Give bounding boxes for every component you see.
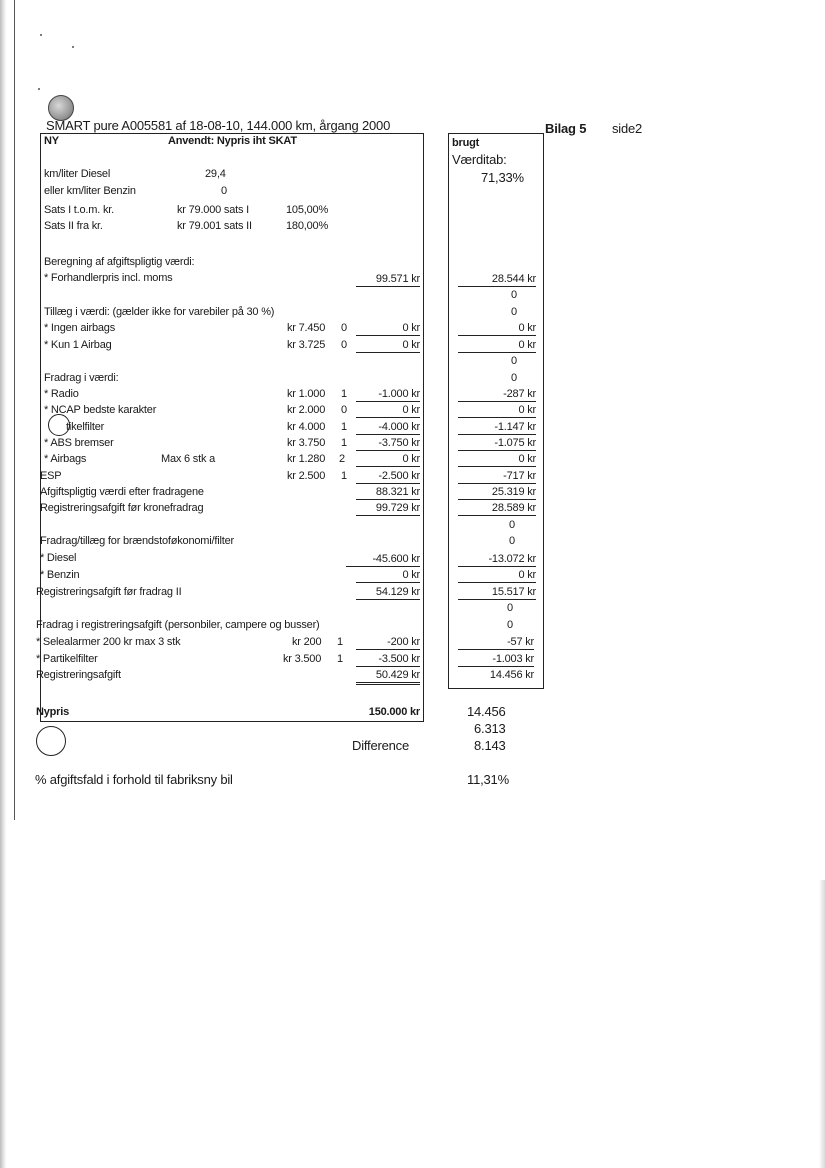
radio-qty: 1 xyxy=(341,388,347,400)
ncap-label: * NCAP bedste karakter xyxy=(44,404,157,416)
scan-edge-left xyxy=(0,0,7,1168)
selealarm-label: * Selealarmer 200 kr max 3 stk xyxy=(36,636,181,648)
brugt-abs: -1.075 kr xyxy=(458,437,536,451)
anvendt-label: Anvendt: Nypris iht SKAT xyxy=(168,135,297,147)
brugt-zero: 0 xyxy=(511,289,517,301)
brugt-zero: 0 xyxy=(511,372,517,384)
brugt-regafg-for-krone: 28.589 kr xyxy=(458,502,536,516)
partikelfilter2-value: -3.500 kr xyxy=(356,653,420,667)
sats2-pct: 180,00% xyxy=(286,220,329,232)
tillaeg-heading: Tillæg i værdi: (gælder ikke for varebiler på 30 %) xyxy=(44,306,275,318)
partikelfilter2-rate: kr 3.500 xyxy=(283,653,322,665)
radio-label: * Radio xyxy=(44,388,79,400)
brugt-forhandler: 28.544 kr xyxy=(458,273,536,287)
benzin-value: 0 kr xyxy=(356,569,420,583)
brugt-zero: 0 xyxy=(511,306,517,318)
brugt-airbags: 0 kr xyxy=(458,453,536,467)
fradrag-heading: Fradrag i værdi: xyxy=(44,372,119,384)
sats1-label: Sats I t.o.m. kr. xyxy=(44,204,114,216)
abs-qty: 1 xyxy=(341,437,347,449)
braendstof-heading: Fradrag/tillæg for brændstoføkonomi/filter xyxy=(40,535,234,547)
ncap-rate: kr 2.000 xyxy=(287,404,326,416)
summary-value-2: 6.313 xyxy=(474,721,506,736)
ingen-airbags-label: * Ingen airbags xyxy=(44,322,115,334)
bilag-label: Bilag 5 xyxy=(545,121,587,136)
abs-value: -3.750 kr xyxy=(356,437,420,451)
sats2-label: Sats II fra kr. xyxy=(44,220,103,232)
esp-rate: kr 2.500 xyxy=(287,470,326,482)
regafg-for-krone-value: 99.729 kr xyxy=(356,502,420,516)
sats1-pct: 105,00% xyxy=(286,204,329,216)
ingen-airbags-value: 0 kr xyxy=(356,322,420,336)
regafg-for-krone-label: Registreringsafgift før kronefradrag xyxy=(40,502,204,514)
partikelfilter2-label: * Partikelfilter xyxy=(36,653,98,665)
brugt-partikelfilter1: -1.147 kr xyxy=(458,421,536,435)
brugt-ingen-airbags: 0 kr xyxy=(458,322,536,336)
brugt-esp: -717 kr xyxy=(458,470,536,484)
km-benzin-label: eller km/liter Benzin xyxy=(44,185,136,197)
pct-value: 11,31% xyxy=(467,772,509,787)
summary-value-1: 14.456 xyxy=(467,704,506,719)
sats1-amount: kr 79.000 sats I xyxy=(177,204,250,216)
airbags-qty: 2 xyxy=(339,453,345,465)
esp-qty: 1 xyxy=(341,470,347,482)
selealarm-value: -200 kr xyxy=(356,636,420,650)
brugt-zero: 0 xyxy=(507,602,513,614)
airbags-label: * Airbags xyxy=(44,453,87,465)
airbags-max: Max 6 stk a xyxy=(161,453,216,465)
abs-label: * ABS bremser xyxy=(44,437,114,449)
side-label: side2 xyxy=(612,121,643,136)
difference-value: 8.143 xyxy=(474,738,506,753)
scan-speck xyxy=(72,46,74,48)
partikelfilter2-qty: 1 xyxy=(337,653,343,665)
brugt-diesel: -13.072 kr xyxy=(458,553,536,567)
brugt-zero: 0 xyxy=(509,535,515,547)
brugt-zero: 0 xyxy=(511,355,517,367)
fradrag-reg-heading: Fradrag i registreringsafgift (personbiler, campere og busser) xyxy=(36,619,320,631)
brugt-radio: -287 kr xyxy=(458,388,536,402)
brugt-zero: 0 xyxy=(509,519,515,531)
brugt-afgiftspligtig: 25.319 kr xyxy=(458,486,536,500)
diesel-label: * Diesel xyxy=(40,552,77,564)
brugt-benzin: 0 kr xyxy=(458,569,536,583)
kun1-airbag-rate: kr 3.725 xyxy=(287,339,326,351)
abs-rate: kr 3.750 xyxy=(287,437,326,449)
forhandler-value: 99.571 kr xyxy=(356,273,420,287)
vaerditab-pct: 71,33% xyxy=(481,170,524,185)
brugt-partikelfilter2: -1.003 kr xyxy=(458,653,534,667)
airbags-rate: kr 1.280 xyxy=(287,453,326,465)
radio-value: -1.000 kr xyxy=(356,388,420,402)
forhandler-label: * Forhandlerpris incl. moms xyxy=(44,272,173,284)
nypris-label: Nypris xyxy=(36,706,70,718)
regafg-value: 50.429 kr xyxy=(356,669,420,685)
brugt-regafg: 14.456 kr xyxy=(489,669,534,681)
selealarm-qty: 1 xyxy=(337,636,343,648)
radio-rate: kr 1.000 xyxy=(287,388,326,400)
scan-speck xyxy=(40,34,42,36)
esp-value: -2.500 kr xyxy=(356,470,420,484)
punch-hole-icon xyxy=(36,726,66,756)
diesel-value: -45.600 kr xyxy=(346,553,420,567)
vaerditab-label: Værditab: xyxy=(452,152,507,167)
col-ny: NY xyxy=(44,135,59,147)
brugt-selealarm: -57 kr xyxy=(458,636,534,650)
brugt-zero: 0 xyxy=(507,619,513,631)
brugt-heading: brugt xyxy=(452,137,480,149)
km-benzin-value: 0 xyxy=(221,185,227,197)
regafg-for-fradrag2-label: Registreringsafgift før fradrag II xyxy=(36,586,182,598)
brugt-regafg-for-fradrag2: 15.517 kr xyxy=(458,586,536,600)
partikelfilter1-rate: kr 4.000 xyxy=(287,421,326,433)
difference-label: Difference xyxy=(352,738,410,753)
partikelfilter1-value: -4.000 kr xyxy=(356,421,420,435)
regafg-label: Registreringsafgift xyxy=(36,669,121,681)
pct-label: % afgiftsfald i forhold til fabriksny bil xyxy=(35,772,233,787)
scan-speck xyxy=(38,88,40,90)
ingen-airbags-qty: 0 xyxy=(341,322,347,334)
regafg-for-fradrag2-value: 54.129 kr xyxy=(356,586,420,600)
scan-edge-right xyxy=(819,880,825,1168)
scan-line xyxy=(14,0,15,820)
beregning-heading: Beregning af afgiftspligtig værdi: xyxy=(44,256,195,268)
brugt-kun1-airbag: 0 kr xyxy=(458,339,536,353)
ncap-qty: 0 xyxy=(341,404,347,416)
afgiftspligtig-label: Afgiftspligtig værdi efter fradragene xyxy=(40,486,204,498)
kun1-airbag-value: 0 kr xyxy=(356,339,420,353)
benzin-label: * Benzin xyxy=(40,569,80,581)
afgiftspligtig-value: 88.321 kr xyxy=(356,486,420,500)
airbags-value: 0 kr xyxy=(356,453,420,467)
selealarm-rate: kr 200 xyxy=(292,636,322,648)
ingen-airbags-rate: kr 7.450 xyxy=(287,322,326,334)
sats2-amount: kr 79.001 sats II xyxy=(177,220,252,232)
partikelfilter1-label: tikelfilter xyxy=(66,421,105,433)
esp-label: ESP xyxy=(40,470,62,482)
ncap-value: 0 kr xyxy=(356,404,420,418)
km-diesel-label: km/liter Diesel xyxy=(44,168,111,180)
km-diesel-value: 29,4 xyxy=(205,168,226,180)
kun1-airbag-label: * Kun 1 Airbag xyxy=(44,339,112,351)
brugt-ncap: 0 kr xyxy=(458,404,536,418)
car-title: SMART pure A005581 af 18-08-10, 144.000 km, årgang 2000 xyxy=(46,118,391,133)
partikelfilter1-qty: 1 xyxy=(341,421,347,433)
kun1-airbag-qty: 0 xyxy=(341,339,347,351)
nypris-value: 150.000 kr xyxy=(368,706,420,718)
